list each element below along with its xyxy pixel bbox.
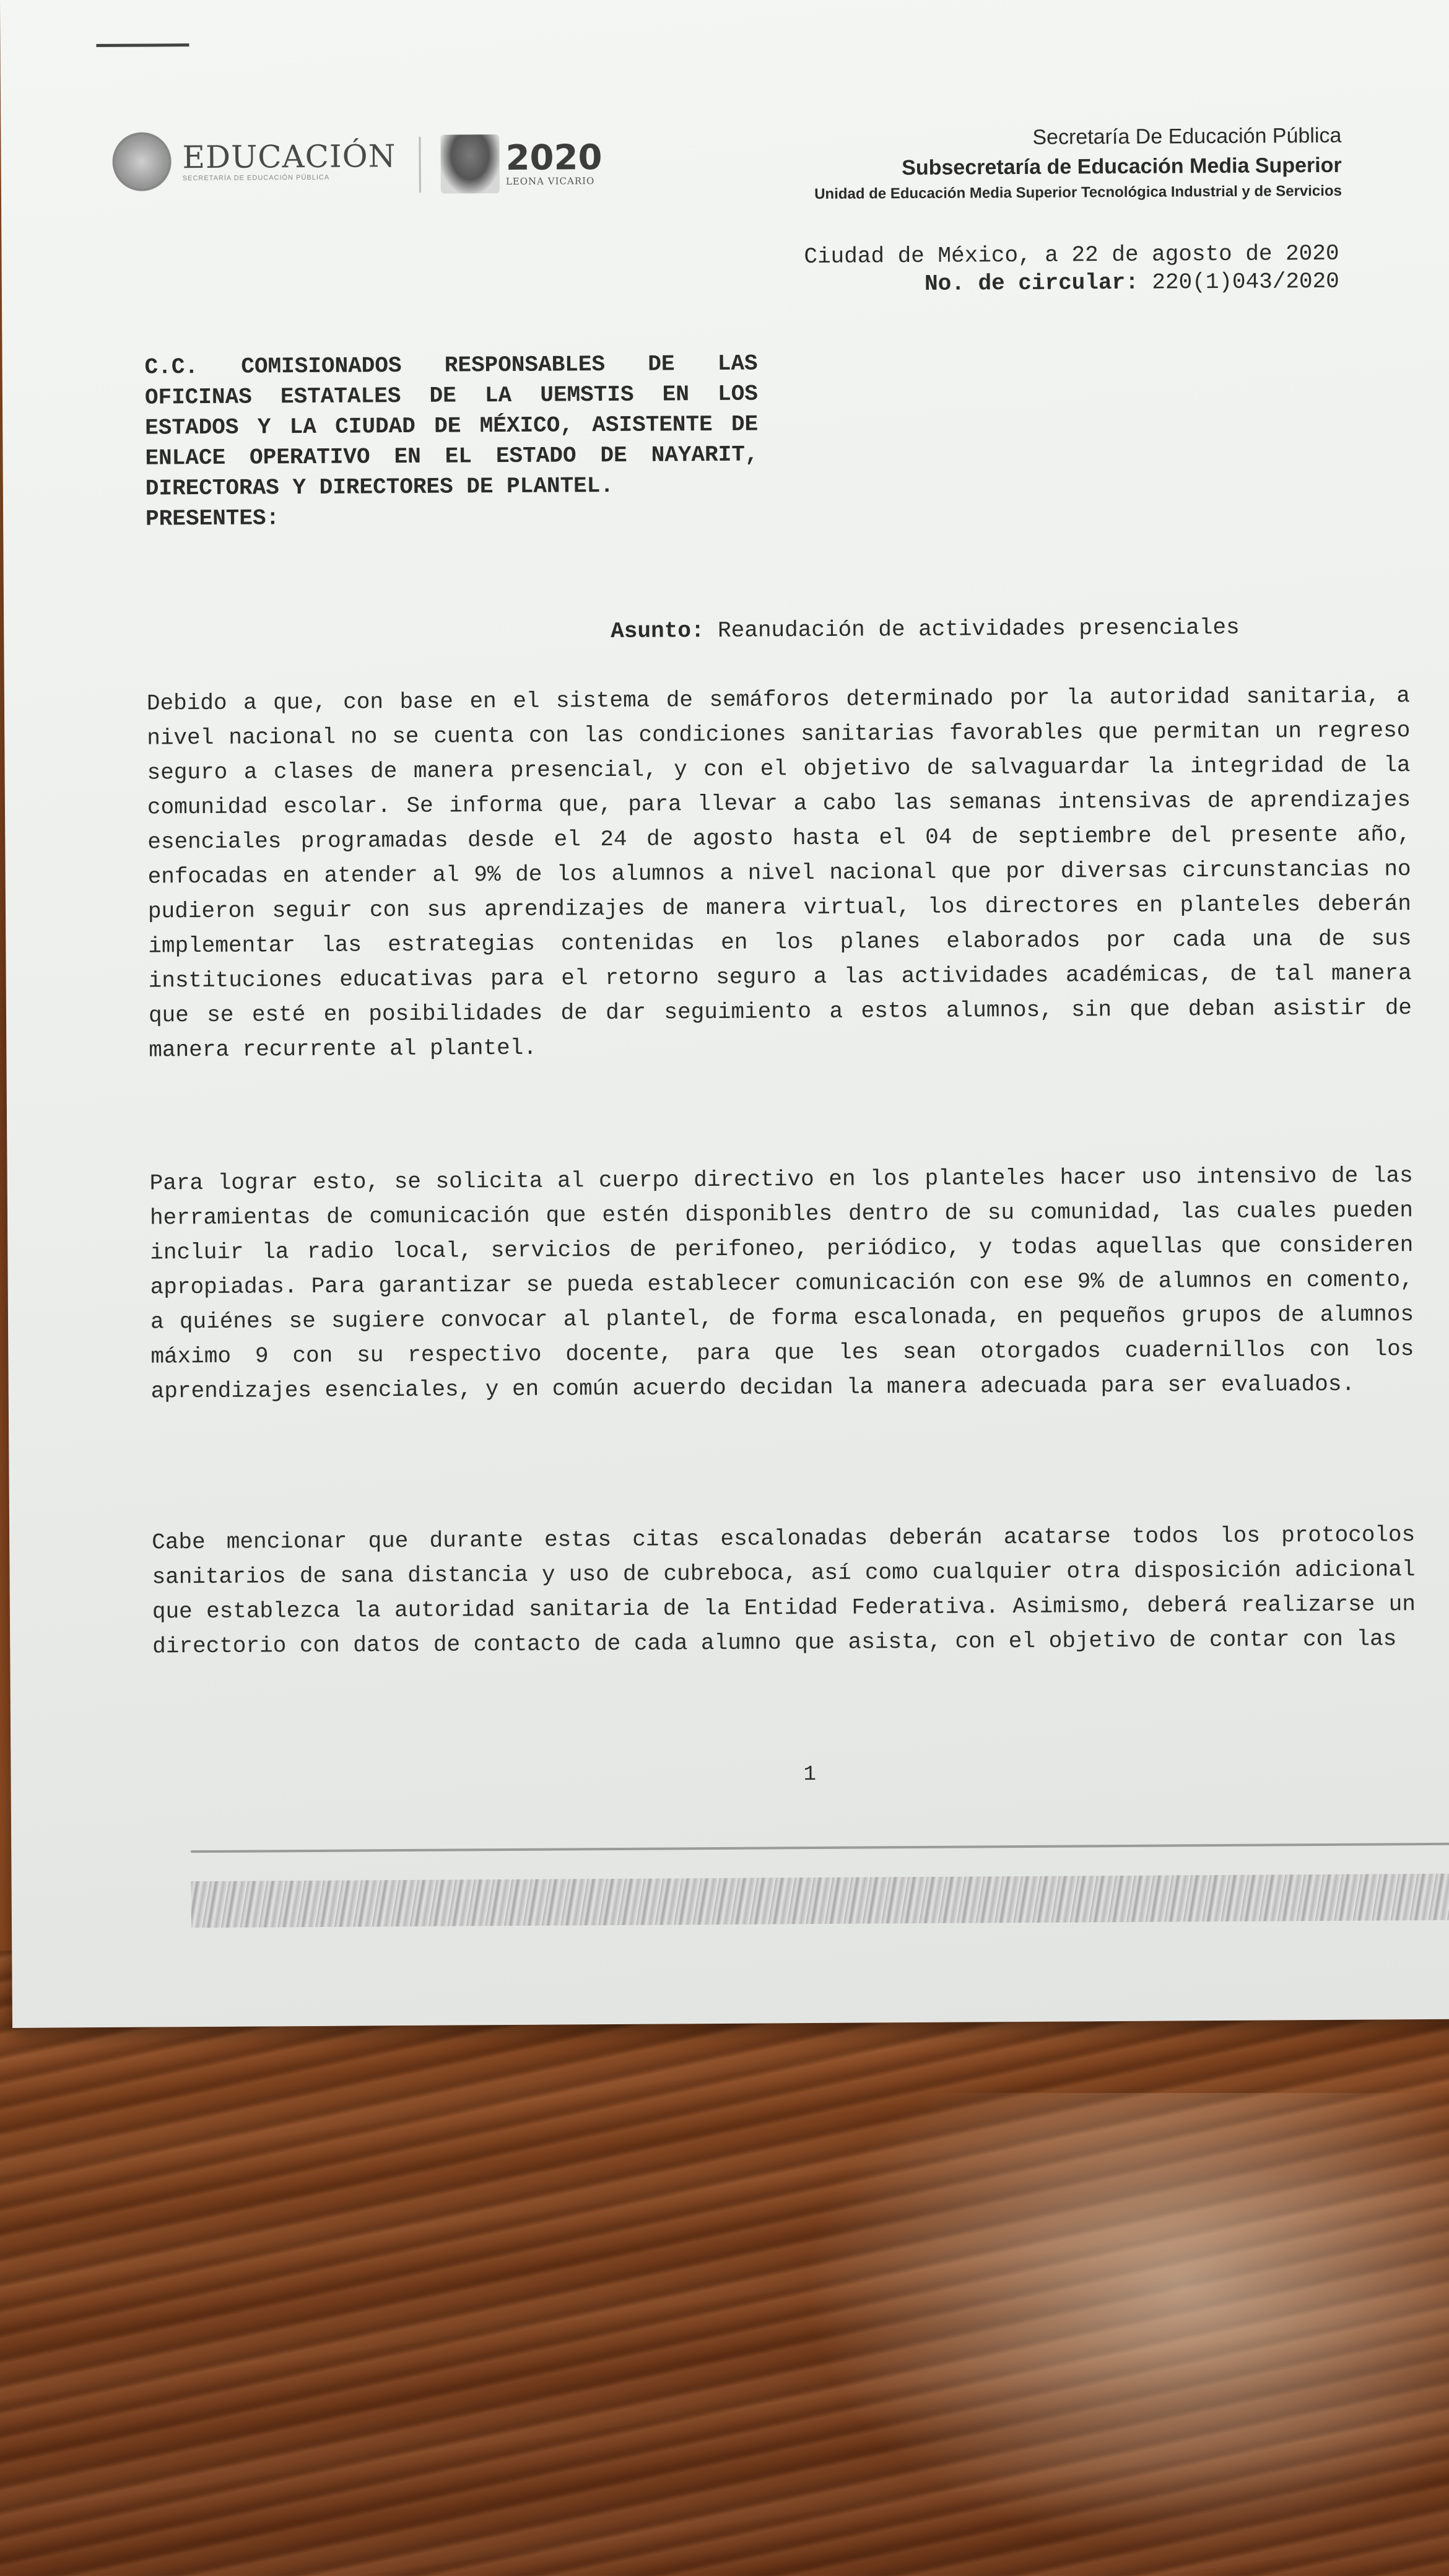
educacion-logo-subtext: SECRETARÍA DE EDUCACIÓN PÚBLICA bbox=[182, 173, 330, 182]
addressee-text: C.C. COMISIONADOS RESPONSABLES DE LAS OFICINAS ESTATALES DE LA UEMSTIS EN LOS ESTADOS Y LA CIUDAD DE MÉXICO, ASISTENTE DE ENLACE OPERATIVO EN EL ESTADO DE NAYARIT, DIRECTORAS Y DIRECTORES DE PLANTEL. bbox=[144, 350, 759, 502]
institution-header bbox=[814, 121, 1342, 206]
subject-line bbox=[611, 614, 1240, 645]
leona-vicario-portrait-icon bbox=[440, 134, 500, 194]
page-number: 1 bbox=[803, 1763, 817, 1787]
logo-divider bbox=[419, 137, 421, 193]
body-paragraph-1: Debido a que, con base en el sistema de semáforos determinado por la autoridad sanitaria, a nivel nacional no se cuenta con las condiciones sanitarias favorables que permitan un regreso seguro a clases de manera presencial, y con el objetivo de salvaguardar la integridad de la comunidad escolar. Se informa que, para llevar a cabo las semanas intensivas de aprendizajes esenciales programadas desde el 24 de agosto hasta el 04 de septiembre del presente año, enfocadas en atender al 9% de los alumnos a nivel nacional que por diversas circunstancias no pudieron seguir con sus aprendizajes de manera virtual, los directores en planteles deberán implementar las estrategias contenidas en los planes elaborados por cada una de sus instituciones educativas para el retorno seguro a las actividades académicas, de tal manera que se esté en posibilidades de dar seguimiento a estos alumnos, sin que deban asistir de manera recurrente al plantel. bbox=[146, 683, 1412, 1063]
subject-text: Reanudación de actividades presenciales bbox=[717, 614, 1240, 643]
body-paragraph-3: Cabe mencionar que durante estas citas escalonadas deberán acatarse todos los protocolos sanitarios de sana distancia y uso de cubreboca, así como cualquier otra disposición adicional que establezca la autoridad sanitaria de la Entidad Federativa. Asimismo, deberá realizarse un directorio con datos de contacto de cada alumno que asista, con el objetivo de contar con las bbox=[152, 1522, 1416, 1660]
educacion-logo-text: EDUCACIÓN bbox=[182, 137, 396, 175]
year-logo-text: 2020 bbox=[505, 137, 603, 178]
institution-line-1: Secretaría De Educación Pública bbox=[1032, 123, 1342, 149]
institution-line-3: Unidad de Educación Media Superior Tecnológica Industrial y de Servicios bbox=[814, 182, 1342, 202]
national-seal-icon bbox=[112, 132, 172, 191]
footer-ornament-band bbox=[191, 1874, 1449, 1928]
body-paragraph-2: Para lograr esto, se solicita al cuerpo directivo en los planteles hacer uso intensivo de las herramientas de comunicación que estén disponibles dentro de su comunidad, las cuales pueden incluir la radio local, servicios de perifoneo, periódico, y todas aquellas que consideren apropiadas. Para garantizar se pueda establecer comunicación con ese 9% de alumnos en comento, a quiénes se sugiere convocar al plantel, de forma escalonada, en pequeños grupos de alumnos máximo 9 con su respectivo docente, para que les sean otorgados cuadernillos con los aprendizajes esenciales, y en común acuerdo decidan la manera adecuada para ser evaluados. bbox=[149, 1163, 1414, 1404]
institution-line-2: Subsecretaría de Educación Media Superior bbox=[902, 153, 1342, 180]
year-logo-subtext: LEONA VICARIO bbox=[505, 175, 595, 187]
presentes-text: PRESENTES: bbox=[145, 505, 280, 532]
top-pen-mark bbox=[96, 43, 189, 47]
light-glare bbox=[774, 2093, 1449, 2576]
footer-rule bbox=[191, 1843, 1449, 1853]
circular-number: 220(1)043/2020 bbox=[1152, 268, 1339, 295]
date-line: Ciudad de México, a 22 de agosto de 2020 bbox=[804, 240, 1339, 270]
date-block bbox=[804, 240, 1339, 298]
subject-label: Asunto: bbox=[611, 618, 705, 644]
circular-line bbox=[804, 268, 1339, 298]
circular-label: No. de circular: bbox=[924, 269, 1139, 297]
addressee-block bbox=[144, 349, 759, 534]
year-logo bbox=[440, 134, 602, 194]
educacion-logo bbox=[112, 131, 396, 191]
